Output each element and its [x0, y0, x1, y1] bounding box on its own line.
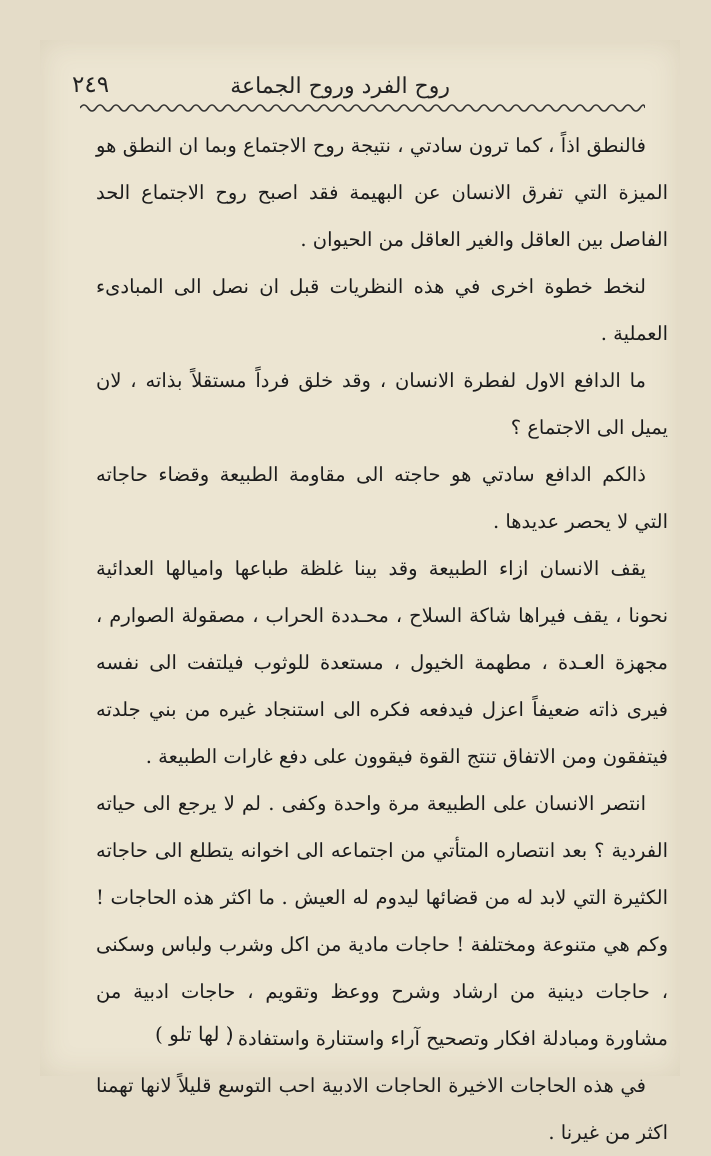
page-number: ٢٤٩ [72, 72, 110, 98]
paragraph: يقف الانسان ازاء الطبيعة وقد بينا غلظة طباعها واميالها العدائية نحونا ، يقف فيراها شاكة السلاح ، محـددة الحراب ، مصقولة الصوارم ، مجهزة العـدة ، مطهمة الخيول ، مستعدة للوثوب فيلتفت الى نفسه فيرى ذاته ضعيفاً اعزل فيدفعه فكره الى استنجاد غيره من بني جلدته فيتفقون ومن الاتفاق تنتج القوة فيقوون على دفع غارات الطبيعة . [96, 557, 668, 768]
paragraph: في هذه الحاجات الاخيرة الحاجات الادبية احب التوسع قليلاً لانها تهمنا اكثر من غيرنا . [96, 1074, 668, 1144]
page-header [72, 70, 650, 104]
paragraph: لنخط خطوة اخرى في هذه النظريات قبل ان نصل الى المبادىء العملية . [96, 275, 668, 345]
paragraph: انتصر الانسان على الطبيعة مرة واحدة وكفى . لم لا يرجع الى حياته الفردية ؟ بعد انتصاره المتأتي من اجتماعه الى اخوانه يتطلع الى حاجاته الكثيرة التي لابد له من قضائها ليدوم له العيش . ما اكثر هذه الحاجات ! وكم هي متنوعة ومختلفة ! حاجات مادية من اكل وشرب ولباس وسكنى ، حاجات دينية من ارشاد وشرح ووعظ وتقويم ، حاجات ادبية من مشاورة ومبادلة افكار وتصحيح آراء واستنارة واستفادة . [96, 792, 668, 1050]
body-text [96, 122, 668, 1156]
paragraph: فالنطق اذاً ، كما ترون سادتي ، نتيجة روح الاجتماع وبما ان النطق هو الميزة التي تفرق الانسان عن البهيمة فقد اصبح روح الاجتماع الحد الفاصل بين العاقل والغير العاقل من الحيوان . [96, 134, 668, 251]
paragraph: ما الدافع الاول لفطرة الانسان ، وقد خلق فرداً مستقلاً بذاته ، لان يميل الى الاجتماع ؟ [96, 369, 668, 439]
continued-note: ( لها تلو ) [155, 1022, 234, 1046]
paragraph: ذالكم الدافع سادتي هو حاجته الى مقاومة الطبيعة وقضاء حاجاته التي لا يحصر عديدها . [96, 463, 668, 533]
wavy-divider [80, 102, 645, 114]
running-title: روح الفرد وروح الجماعة [230, 74, 450, 99]
